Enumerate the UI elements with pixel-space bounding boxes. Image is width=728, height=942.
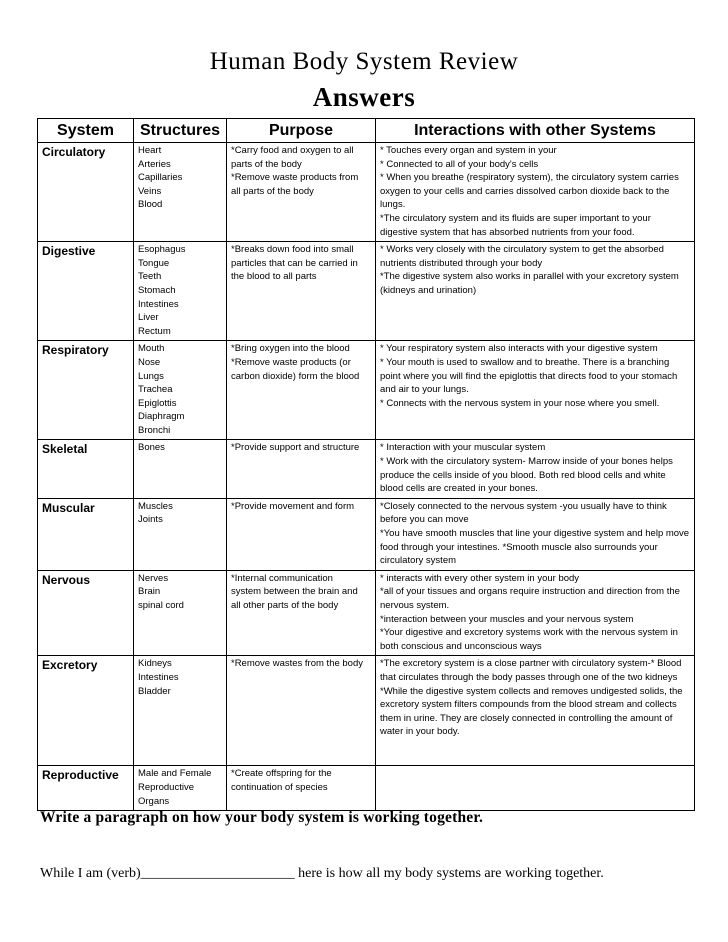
structures-line: Stomach [138, 284, 176, 296]
interactions-line: *interaction between your muscles and your nervous system [380, 613, 634, 625]
structures-cell [134, 656, 227, 766]
purpose-cell [227, 766, 376, 811]
interactions-cell [376, 440, 695, 498]
structures-line: Nose [138, 356, 161, 368]
interactions-cell [376, 570, 695, 656]
purpose-line: particles that can be carried in [231, 257, 358, 269]
system-name-cell: Digestive [38, 242, 134, 341]
purpose-line: *Carry food and oxygen to all [231, 145, 354, 156]
table-row [38, 341, 695, 440]
structures-line: Muscles [138, 500, 173, 512]
purpose-cell [227, 656, 376, 766]
interactions-line: * Works very closely with the circulatory system to get the absorbed nutrients distributed through your body [380, 244, 664, 269]
structures-cell [134, 766, 227, 811]
purpose-line: all parts of the body [231, 185, 314, 197]
structures-line: Intestines [138, 298, 179, 310]
table-row [38, 242, 695, 341]
structures-line: Bones [138, 442, 165, 454]
interactions-cell [376, 766, 695, 811]
interactions-line: * Work with the circulatory system- Marrow inside of your bones helps produce the cells inside of you blood. Both red blood cells and white blood cells are created in your bones. [380, 456, 673, 495]
purpose-cell [227, 143, 376, 242]
column-header-structures: Structures [134, 119, 227, 143]
structures-line: Nerves [138, 572, 169, 584]
structures-line: Liver [138, 312, 159, 324]
column-header-system: System [38, 119, 134, 143]
purpose-line: *Provide support and structure [231, 442, 360, 454]
purpose-cell [227, 570, 376, 656]
structures-line: Organs [138, 795, 170, 807]
purpose-line: *Breaks down food into small [231, 244, 354, 256]
structures-line: Esophagus [138, 244, 186, 256]
interactions-line: * Connects with the nervous system in your nose where you smell. [380, 397, 660, 409]
interactions-line: *all of your tissues and organs require instruction and direction from the nervous system. [380, 586, 680, 611]
structures-line: Rectum [138, 325, 171, 337]
purpose-line: the blood to all parts [231, 271, 317, 283]
table-row [38, 498, 695, 570]
structures-line: Intestines [138, 671, 179, 683]
structures-line: Male and Female [138, 768, 212, 780]
sentence-starter: While I am (verb)______________________ here is how all my body systems are working together. [40, 866, 604, 881]
purpose-cell [227, 341, 376, 440]
purpose-line: *Internal communication [231, 572, 333, 584]
table-row [38, 440, 695, 498]
interactions-line: * Touches every organ and system in your [380, 145, 557, 156]
structures-cell [134, 440, 227, 498]
structures-line: spinal cord [138, 600, 184, 611]
system-name-cell: Excretory [38, 656, 134, 766]
system-name-cell: Circulatory [38, 143, 134, 242]
structures-line: Mouth [138, 343, 165, 355]
review-table [37, 118, 695, 811]
purpose-cell [227, 440, 376, 498]
structures-line: Joints [138, 514, 163, 526]
purpose-line: continuation of species [231, 781, 328, 793]
structures-line: Epiglottis [138, 397, 177, 409]
structures-line: Tongue [138, 257, 170, 269]
interactions-cell [376, 656, 695, 766]
table-row [38, 570, 695, 656]
table-row [38, 766, 695, 811]
paragraph-prompt: Write a paragraph on how your body system is working together. [40, 809, 484, 826]
structures-cell [134, 570, 227, 656]
system-name-cell: Skeletal [38, 440, 134, 498]
system-name-cell: Nervous [38, 570, 134, 656]
interactions-line: * Interaction with your muscular system [380, 442, 546, 454]
purpose-cell [227, 242, 376, 341]
interactions-line: *The circulatory system and its fluids are super important to your digestive system that has absorbed nutrients from your food. [380, 212, 651, 238]
purpose-line: *Remove waste products (or [231, 356, 351, 368]
purpose-line: *Remove wastes from the body [231, 658, 364, 670]
structures-line: Veins [138, 185, 162, 197]
purpose-line: *Bring oxygen into the blood [231, 343, 350, 355]
purpose-line: all other parts of the body [231, 600, 339, 611]
structures-line: Lungs [138, 370, 164, 382]
structures-line: Diaphragm [138, 411, 185, 423]
system-name-cell: Respiratory [38, 341, 134, 440]
structures-cell [134, 498, 227, 570]
interactions-cell [376, 498, 695, 570]
interactions-line: *Closely connected to the nervous system -you usually have to think before you can move [380, 500, 667, 526]
system-name-cell: Muscular [38, 498, 134, 570]
interactions-line: * Your respiratory system also interacts with your digestive system [380, 343, 658, 355]
purpose-line: carbon dioxide) form the blood [231, 370, 360, 382]
purpose-line: *Provide movement and form [231, 500, 355, 512]
structures-line: Blood [138, 199, 163, 211]
interactions-line: * interacts with every other system in your body [380, 572, 580, 584]
purpose-line: *Remove waste products from [231, 172, 359, 184]
structures-line: Bladder [138, 685, 171, 697]
system-name-cell: Reproductive [38, 766, 134, 811]
interactions-line: *The digestive system also works in parallel with your excretory system (kidneys and urination) [380, 271, 679, 296]
structures-line: Heart [138, 145, 162, 156]
structures-line: Capillaries [138, 172, 183, 184]
page-title: Human Body System Review [209, 48, 519, 75]
interactions-line: *While the digestive system collects and removes undigested solids, the excretory system filters compounds from the blood stream and collects them in urine. They are closely connected in controlling the amount of water in your body. [380, 685, 683, 738]
page-subtitle: Answers [312, 82, 416, 112]
table-row [38, 143, 695, 242]
interactions-line: * Your mouth is used to swallow and to breathe. There is a branching point where you will find the epiglottis that directs food to your stomach and air to your lungs. [380, 356, 678, 396]
purpose-line: parts of the body [231, 158, 302, 170]
purpose-line: *Create offspring for the [231, 768, 332, 780]
table-header-row [38, 119, 695, 143]
interactions-line: * Connected to all of your body's cells [380, 158, 539, 170]
structures-cell [134, 242, 227, 341]
column-header-interactions: Interactions with other Systems [376, 119, 695, 143]
structures-line: Trachea [138, 384, 173, 396]
column-header-purpose: Purpose [227, 119, 376, 143]
interactions-cell [376, 242, 695, 341]
structures-line: Kidneys [138, 658, 172, 670]
structures-cell [134, 143, 227, 242]
interactions-line: *The excretory system is a close partner with circulatory system-* Blood that circulates through the body passes through one of the two kidneys [380, 658, 682, 683]
interactions-line: * When you breathe (respiratory system), the circulatory system carries oxygen to your cells and carries dissolved carbon dioxide back to the lungs. [380, 172, 679, 211]
interactions-cell [376, 143, 695, 242]
interactions-line: *Your digestive and excretory systems work with the nervous system in both conscious and unconscious ways [380, 627, 678, 652]
interactions-cell [376, 341, 695, 440]
table-row [38, 656, 695, 766]
purpose-cell [227, 498, 376, 570]
structures-line: Teeth [138, 271, 162, 283]
structures-line: Bronchi [138, 424, 171, 436]
structures-cell [134, 341, 227, 440]
structures-line: Reproductive [138, 781, 194, 793]
structures-line: Brain [138, 586, 161, 598]
interactions-line: *You have smooth muscles that line your digestive system and help move food through your intestines. *Smooth muscle also surrounds your circulatory system [380, 528, 690, 567]
purpose-line: system between the brain and [231, 586, 358, 598]
structures-line: Arteries [138, 158, 171, 170]
